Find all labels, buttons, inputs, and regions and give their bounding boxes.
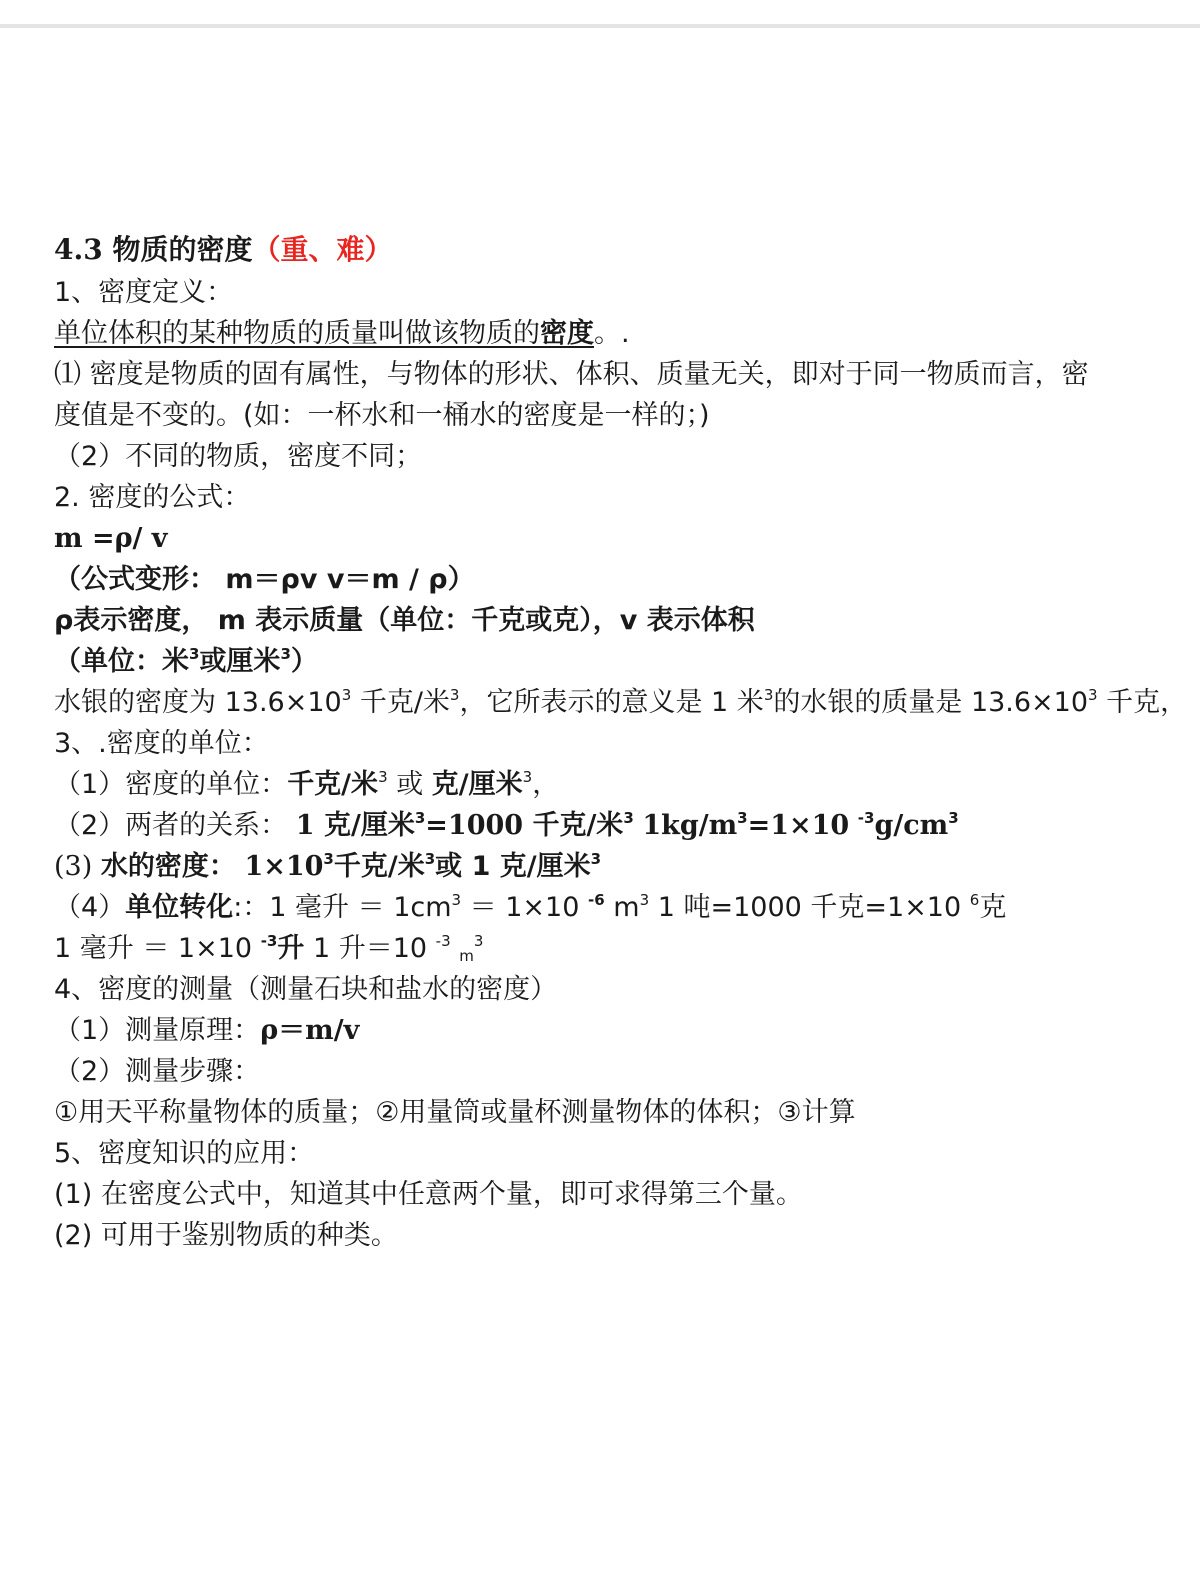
measure-steps-heading: （2）测量步骤： [54,1056,261,1087]
section-5-heading: 5、密度知识的应用： [54,1138,315,1169]
water-density: (3) 水的密度： $1\times 10^3$千克/米$^3$或 1 克/厘米$^3$ [54,850,602,882]
unit-relation: （2）两者的关系： 1 克/厘米$^3$=1000 千克/米$^3$ $1kg/m^3=1\times 10$ $^{-3}g/cm^3$ [54,809,959,841]
density-formula: m =ρ/ v [54,523,168,554]
formula-meaning-a: ρ表示密度， m 表示质量（单位：千克或克），v 表示体积 [54,605,755,636]
formula-meaning-b: （单位：米$^3$或厘米$^3$） [54,645,318,677]
application-1: (1) 在密度公式中，知道其中任意两个量，即可求得第三个量。 [54,1179,803,1210]
point-1-line-b: 度值是不变的。(如：一杯水和一桶水的密度是一样的；) [54,400,710,431]
unit-conversion-2: 1 毫升 ＝ 1×10 $^{-3}$升 1 升＝10 $^{-3}$ $_m^3$ [54,932,484,965]
section-3-heading: 3、.密度的单位： [54,728,269,759]
formula-transform: （公式变形： m＝ρv v＝m / ρ） [54,564,475,595]
top-bar [0,0,1200,28]
unit-1: （1）密度的单位：千克/米$^3$ 或 克/厘米$^3$， [54,768,560,800]
mercury-example: 水银的密度为 $13.6\times 10^3$ 千克/米$^3$，它所表示的意义是 1 米$^3$的水银的质量是 $13.6\times 10^3$ 千克， [54,686,1188,718]
measure-principle: （1）测量原理：ρ＝m/v [54,1015,360,1046]
section-2-heading: 2. 密度的公式： [54,482,251,513]
page-title: 4.3 物质的密度（重、难） [54,233,393,266]
difficulty-tag: （重、难） [252,233,393,266]
point-1-line-a: ⑴ 密度是物质的固有属性，与物体的形状、体积、质量无关，即对于同一物质而言，密 [54,359,1089,390]
section-4-heading: 4、密度的测量（测量石块和盐水的密度） [54,974,558,1005]
measure-steps: ①用天平称量物体的质量；②用量筒或量杯测量物体的体积；③计算 [54,1097,856,1128]
section-1-heading: 1、密度定义： [54,277,234,308]
application-2: (2) 可用于鉴别物质的种类。 [54,1220,398,1251]
unit-conversion: （4）单位转化:：1 毫升 ＝ $1cm^3 = 1\times 10$ $^{-6}$ $m^3$ 1 吨=1000 千克=1×10 $^6$克 [54,891,1007,923]
density-definition: 单位体积的某种物质的质量叫做该物质的密度。. [54,318,630,349]
point-2: （2）不同的物质，密度不同； [54,441,423,472]
